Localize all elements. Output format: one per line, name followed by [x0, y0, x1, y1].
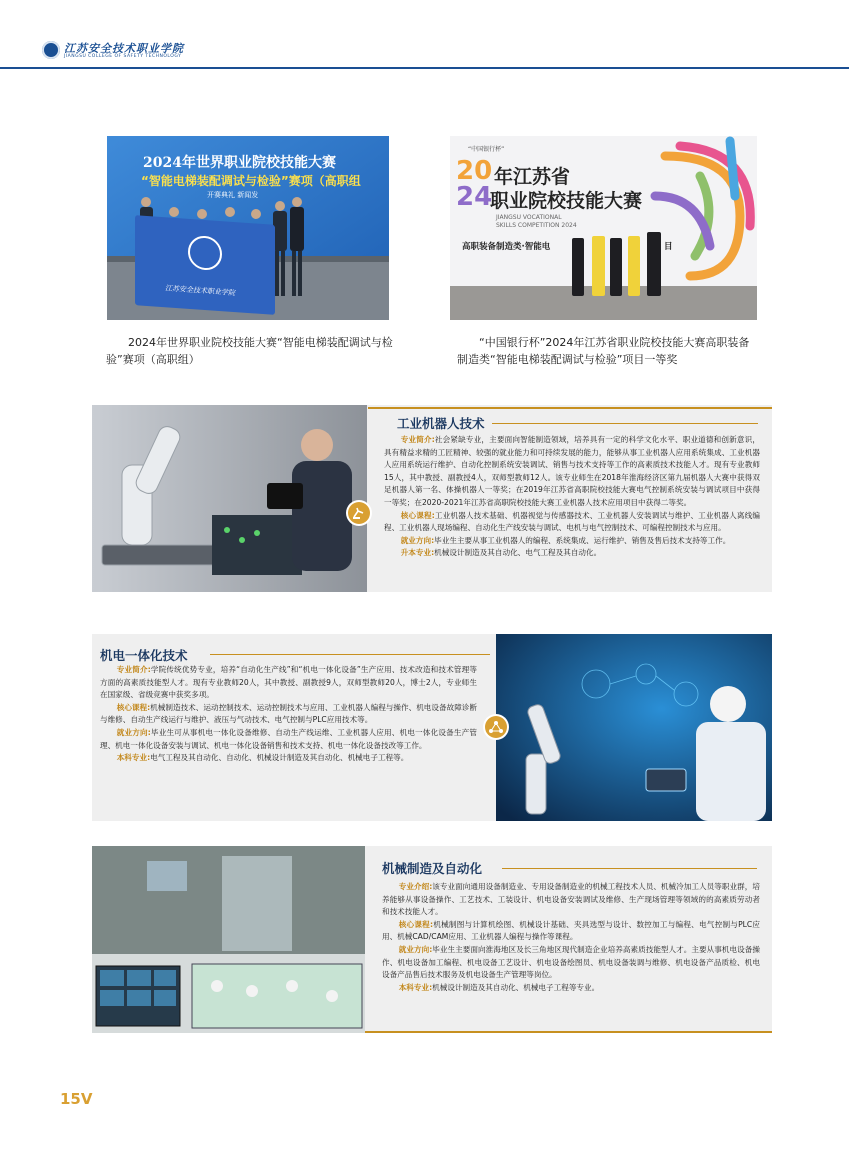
- header-rule: [0, 67, 849, 69]
- manufacturing-photo-art: [92, 846, 365, 1033]
- banner-line-2: “智能电梯装配调试与检验”赛项（高职组: [141, 174, 361, 188]
- section-industrial-robot: [92, 405, 772, 592]
- section-mechanical-manufacturing: [92, 846, 772, 1033]
- year-top: 20: [456, 156, 493, 186]
- section-title: 工业机器人技术: [397, 416, 485, 431]
- section-body: [384, 434, 760, 560]
- bachelor-paragraph: 本科专业:机械设计制造及其自动化、机械电子工程等专业。: [398, 982, 600, 992]
- title-line-2: 职业院校技能大赛: [490, 190, 643, 212]
- section-title: 机械制造及自动化: [382, 861, 483, 876]
- upgrade-paragraph: 升本专业:机械设计制造及其自动化、电气工程及其自动化。: [400, 548, 602, 558]
- school-flag: [135, 215, 275, 315]
- core-paragraph: 核心课程:机械制造技术、运动控制技术、运动控制技术与应用、工业机器人编程与操作、机电设备故障诊断与维修、自动生产线运行与维护、液压与气动技术、电气控制与PLC应用技术等。: [100, 702, 477, 725]
- intro-paragraph: 专业简介:学院传统优势专业，培养“自动化生产线”和“机电一体化设备”生产应用、技术改造和技术管理等方面的高素质技能型人才。现有专业教师20人，其中教授、副教授9人，双师型教师20人，博士2人，专业师生在国家级、省级竞赛中获奖多项。: [100, 665, 477, 700]
- bachelor-paragraph: 本科专业:电气工程及其自动化、自动化、机械设计制造及其自动化、机械电子工程等。: [116, 753, 409, 763]
- section-body: [100, 664, 477, 765]
- school-logo-icon: [42, 41, 60, 59]
- section-bottom-rule: [365, 1031, 772, 1033]
- section-title-underline: [210, 654, 490, 655]
- school-name-en: JIANGSU COLLEGE OF SAFETY TECHNOLOGY: [64, 54, 182, 59]
- mechatronics-photo-art: [496, 634, 772, 821]
- subtitle-en-1: JIANGSU VOCATIONAL: [496, 214, 562, 221]
- core-paragraph: 核心课程:工业机器人技术基础、机器视觉与传感器技术、工业机器人安装调试与维护、工业机器人离线编程、工业机器人现场编程、自动化生产线安装与调试、电机与电气控制技术、可编程控制技术与应用。: [384, 510, 760, 533]
- page-header: [0, 0, 849, 70]
- section-mechatronics: [92, 634, 772, 821]
- photo-world-skills-competition: [107, 136, 389, 320]
- section-title-underline: [502, 868, 757, 869]
- caption-right: “中国银行杯”2024年江苏省职业院校技能大赛高职装备制造类“智能电梯装配调试与检验”项目一等奖: [457, 336, 750, 366]
- category-text: 高职装备制造类·智能电: [462, 242, 551, 252]
- section-title-rule: [368, 407, 772, 409]
- job-paragraph: 就业方向:毕业生主要从事工业机器人的编程、系统集成、运行维护、销售及售后技术支持等工作。: [400, 535, 731, 545]
- banner-line-3: 开赛典礼 新闻发: [207, 191, 259, 199]
- robot-photo: [92, 405, 367, 592]
- sponsor-text: “中国银行杯”: [468, 146, 505, 153]
- photo-jiangsu-skills-competition: [450, 136, 757, 320]
- mechatronics-photo: [496, 634, 772, 821]
- flag-text: 江苏安全技术职业学院: [165, 284, 235, 298]
- flag-emblem-icon: [188, 235, 222, 271]
- caption-left: 2024年世界职业院校技能大赛“智能电梯装配调试与检验”赛项（高职组）: [106, 336, 393, 366]
- page-number: 15V: [60, 1090, 93, 1108]
- robot-photo-art: [92, 405, 367, 592]
- year-bottom: 24: [456, 182, 493, 212]
- core-paragraph: 核心课程:机械制图与计算机绘图、机械设计基础、夹具选型与设计、数控加工与编程、电气控制与PLC应用、机械CAD/CAM应用、工业机器人编程与操作等课程。: [382, 919, 760, 942]
- robot-arm-icon: [348, 502, 370, 524]
- job-paragraph: 就业方向:毕业生主要面向淮海地区及长三角地区现代制造企业培养高素质技能型人才。主要从事机电设备操作、机电设备加工编程、机电设备工艺设计、机电设备绘图员、机电设备装调与维修、机电设备产品质检、机电设备产品售后技术服务及机电设备生产管理等岗位。: [382, 944, 760, 980]
- intro-paragraph: 专业介绍:该专业面向通用设备制造业、专用设备制造业的机械工程技术人员、机械冷加工人员等职业群，培养能够从事设备操作、工艺技术、工装设计、机电设备安装调试及维修、生产现场管理等领域的的高素质劳动者和技术技能人才。: [382, 882, 760, 917]
- section-title-underline: [492, 423, 758, 424]
- section-title: 机电一体化技术: [100, 648, 188, 663]
- manufacturing-photo: [92, 846, 365, 1033]
- subtitle-en-2: SKILLS COMPETITION 2024: [496, 222, 577, 229]
- category-tail: 目: [664, 242, 673, 252]
- title-line-1: 年江苏省: [494, 166, 571, 188]
- job-paragraph: 就业方向:毕业生可从事机电一体化设备维修、自动生产线运维、工业机器人应用、机电一体化设备生产管理、机电一体化设备安装与调试、机电一体化设备销售和技术支持、机电一体化设备技改等工作。: [100, 727, 477, 750]
- school-name-cn: 江苏安全技术职业学院: [64, 42, 184, 55]
- banner-line-1: 2024年世界职业院校技能大赛: [143, 155, 336, 171]
- network-nodes-icon: [485, 716, 507, 738]
- intro-paragraph: 专业简介:社会紧缺专业，主要面向智能制造领域，培养具有一定的科学文化水平、职业道德和创新意识，具有精益求精的工匠精神、较强的就业能力和可持续发展的能力，能够从事工业机器人应用系统集成、工业机器人应用系统运行维护、自动化控制系统安装调试、销售与技术支持等工作的高素质技术技能人才。现有专业教师15人，其中教授、副教授4人，双师型教师12人。该专业师生在2018年淮海经济区第九届机器人大赛中获得双足机器人第一名、体操机器人一等奖；在2019年江苏省高职院校技能大赛电气控制系统安装与调试项目中获得一等奖；在2020-2021年江苏省高职院校技能大赛工业机器人技术应用项目中获得二等奖。: [384, 435, 760, 507]
- section-body: [382, 881, 760, 994]
